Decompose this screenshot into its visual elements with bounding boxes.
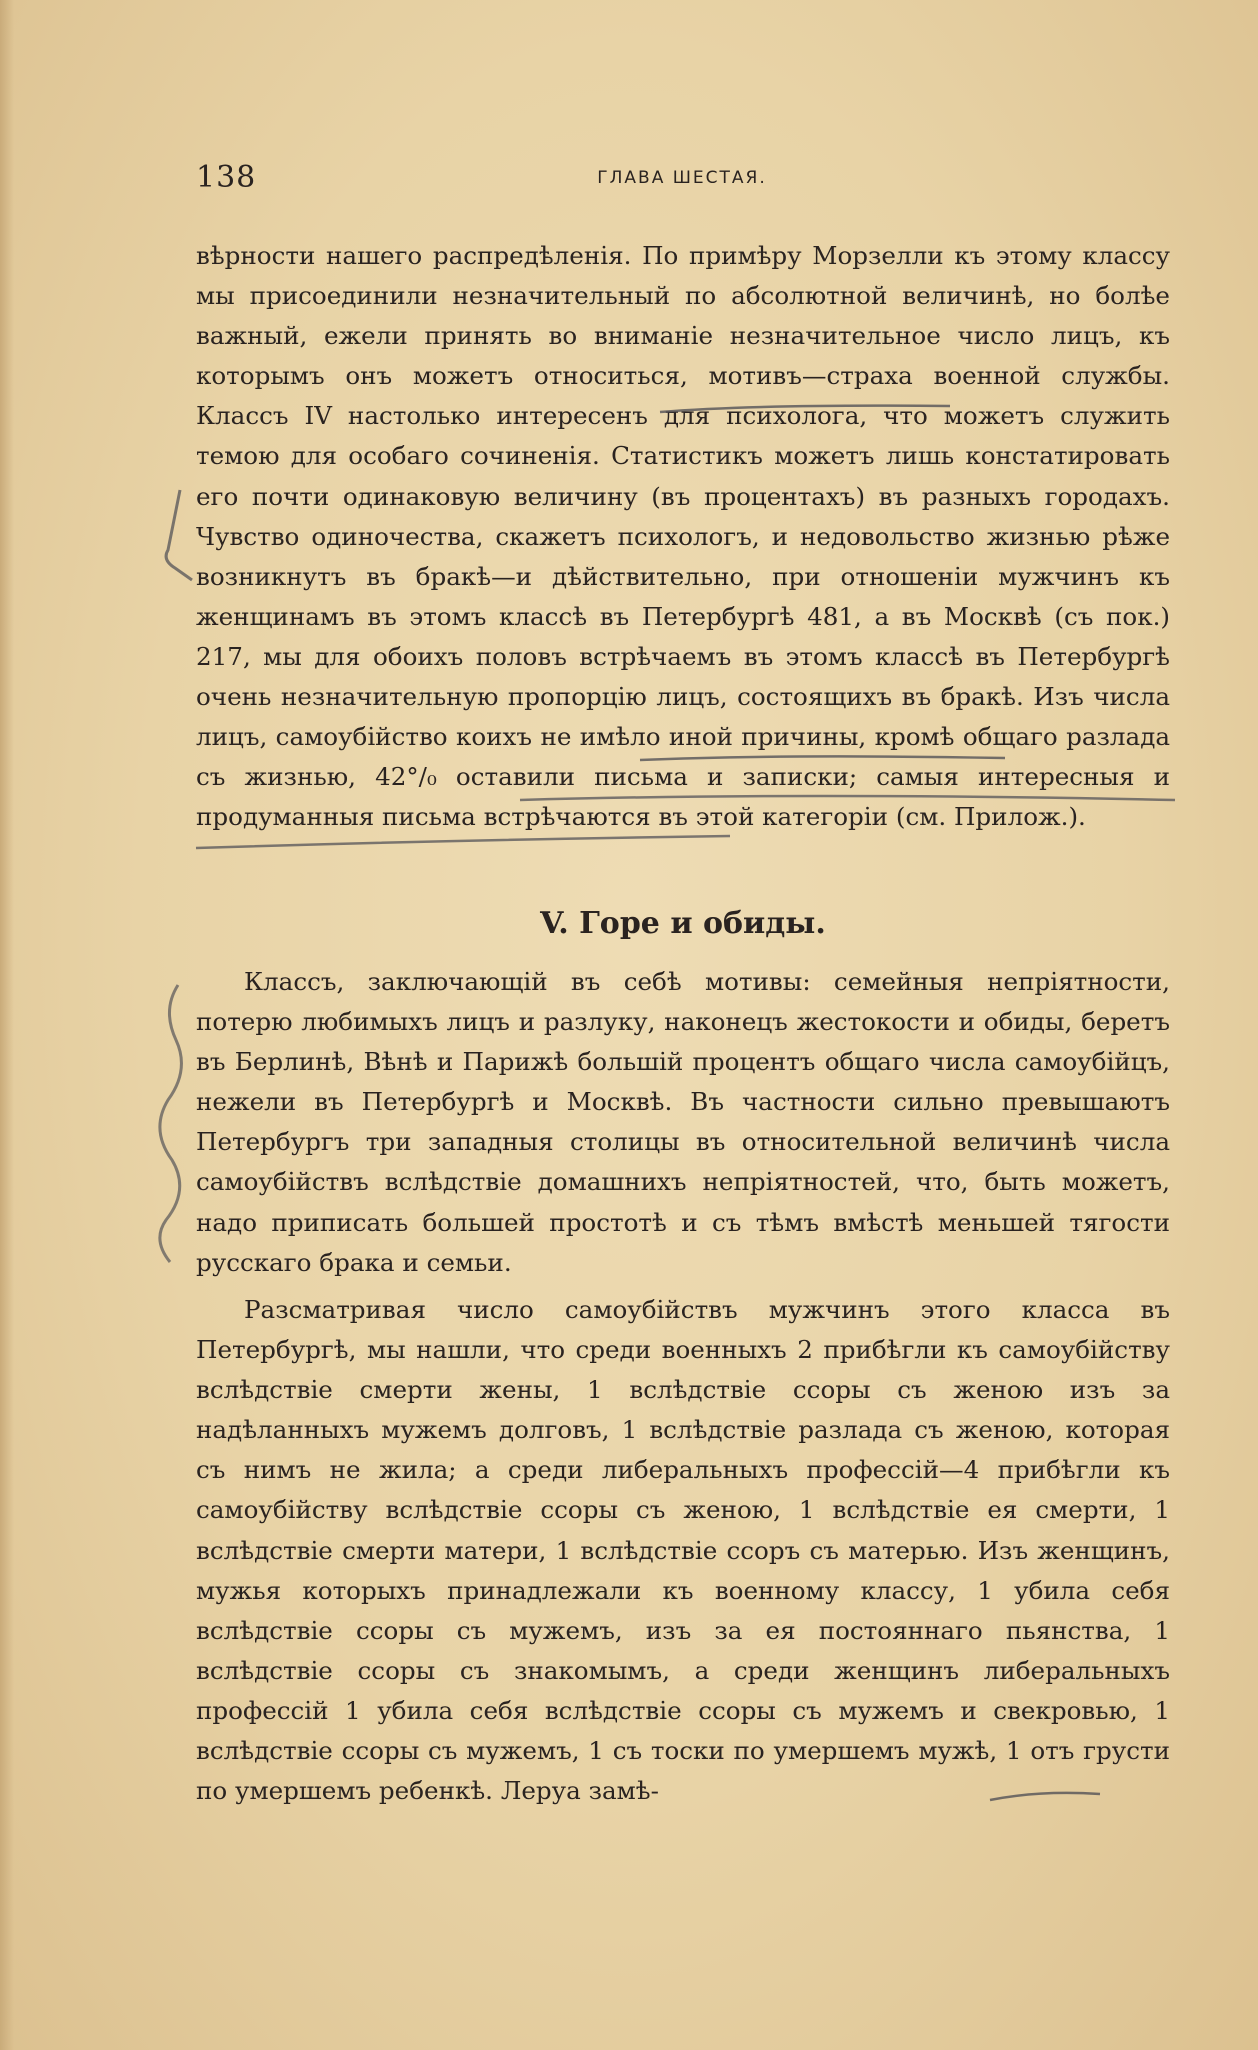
paragraph-2 [196,962,1170,1283]
running-head [196,160,1168,204]
paragraph-continuation [196,236,1170,837]
paragraph-1-text: вѣрности нашего распредѣленія. По примѣру Морзелли къ этому классу мы присоединили незначительный по абсолютной величинѣ, но болѣе важный, ежели принять во вниманіе незначительное число лицъ, къ которымъ онъ можетъ относиться, мотивъ—страха военной службы. Классъ IV настолько интересенъ для психолога, что можетъ служить темою для особаго сочиненія. Статистикъ можетъ лишь констатировать его почти одинаковую величину (въ процентахъ) въ разныхъ городахъ. Чувство одиночества, скажетъ психологъ, и недовольство жизнью рѣже возникнутъ въ бракѣ—и дѣйствительно, при отношеніи мужчинъ къ женщинамъ въ этомъ классѣ въ Петербургѣ 481, а въ Москвѣ (съ пок.) 217, мы для обоихъ половъ встрѣчаемъ въ этомъ классѣ въ Петербургѣ очень незначительную пропорцію лицъ, состоящихъ въ бракѣ. Изъ числа лицъ, самоубійство коихъ не имѣло иной причины, кромѣ общаго разлада съ жизнью, 42°/₀ оставили письма и записки; самыя интересныя и продуманныя письма встрѣчаются въ этой категоріи (см. Прилож.). [196,241,1170,832]
pencil-underline-4 [196,836,730,848]
pencil-margin-wave [160,985,182,1262]
page-edge-shadow [0,0,14,2050]
paragraph-3-text: Разсматривая число самоубійствъ мужчинъ этого класса въ Петербургѣ, мы нашли, что среди военныхъ 2 прибѣгли къ самоубійству вслѣдствіе смерти жены, 1 вслѣдствіе ссоры съ женою изъ за надѣланныхъ мужемъ долговъ, 1 вслѣдствіе разлада съ женою, которая съ нимъ не жила; а среди либеральныхъ профессій—4 прибѣгли къ самоубійству вслѣдствіе ссоры съ женою, 1 вслѣдствіе ея смерти, 1 вслѣдствіе смерти матери, 1 вслѣдствіе ссоръ съ матерью. Изъ женщинъ, мужья которыхъ принадлежали къ военному классу, 1 убила себя вслѣдствіе ссоры съ мужемъ, изъ за ея постояннаго пьянства, 1 вслѣдствіе ссоры съ знакомымъ, а среди женщинъ либеральныхъ профессій 1 убила себя вслѣдствіе ссоры съ мужемъ и свекровью, 1 вслѣдствіе ссоры съ мужемъ, 1 съ тоски по умершемъ мужѣ, 1 отъ грусти по умершемъ ребенкѣ. Леруа замѣ- [196,1295,1170,1806]
chapter-title: ГЛАВА ШЕСТАЯ. [597,168,767,188]
pencil-margin-bracket-1 [166,490,192,580]
paragraph-3 [196,1290,1170,1811]
section-heading: V. Горе и обиды. [540,906,826,941]
paragraph-2-text: Классъ, заключающій въ себѣ мотивы: семейныя непріятности, потерю любимыхъ лицъ и разлуку, наконецъ жестокости и обиды, беретъ въ Берлинѣ, Вѣнѣ и Парижѣ большій процентъ общаго числа самоубійцъ, нежели въ Петербургѣ и Москвѣ. Въ частности сильно превышаютъ Петербургъ три западныя столицы въ относительной величинѣ числа самоубійствъ вслѣдствіе домашнихъ непріятностей, что, быть можетъ, надо приписать большей простотѣ и съ тѣмъ вмѣстѣ меньшей тягости русскаго брака и семьи. [196,967,1170,1277]
page-number: 138 [196,160,257,195]
